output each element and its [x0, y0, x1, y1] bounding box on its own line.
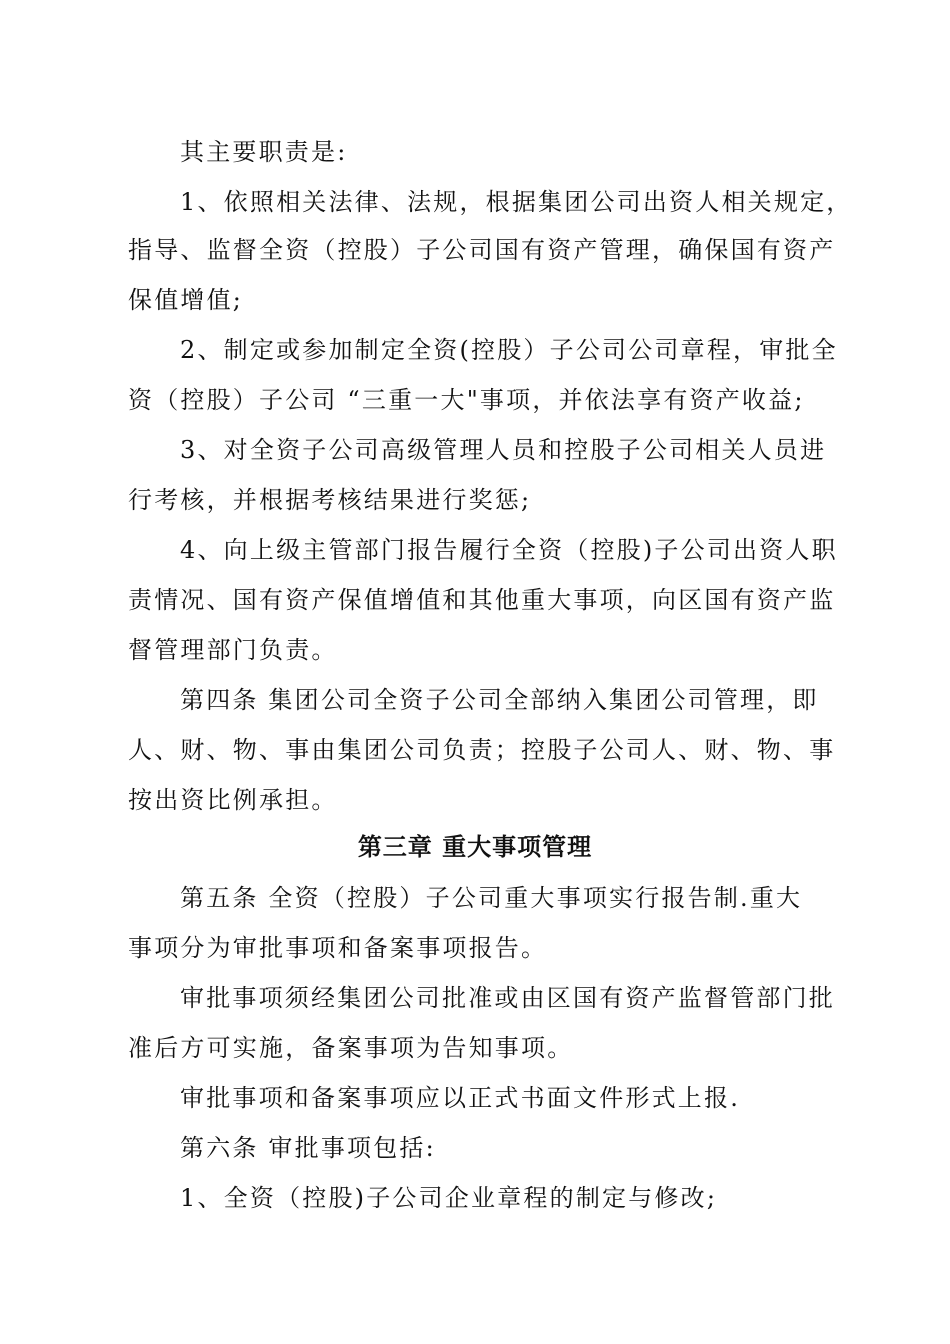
chapter-3-heading: 第三章 重大事项管理 [357, 833, 593, 861]
article-6-item-1: 1、全资（控股)子公司企业章程的制定与修改; [180, 1184, 718, 1212]
duty-4-line-1: 4、向上级主管部门报告履行全资（控股)子公司出资人职 [180, 536, 838, 564]
duty-3-line-2: 行考核，并根据考核结果进行奖惩; [128, 486, 532, 514]
duty-1-line-3: 保值增值; [128, 286, 244, 314]
article-5-line-2: 事项分为审批事项和备案事项报告。 [128, 934, 548, 962]
duty-4-line-2: 责情况、国有资产保值增值和其他重大事项，向区国有资产监 [128, 586, 836, 614]
duty-1-line-1: 1、依照相关法律、法规，根据集团公司出资人相关规定， [180, 188, 853, 216]
article-5-line-1: 第五条 全资（控股）子公司重大事项实行报告制.重大 [180, 884, 803, 912]
duties-intro: 其主要职责是: [180, 138, 348, 166]
approval-line-2: 准后方可实施，备案事项为告知事项。 [128, 1034, 574, 1062]
article-6-heading: 第六条 审批事项包括: [180, 1134, 436, 1162]
duty-2-line-2: 资（控股）子公司 “三重一大"事项，并依法享有资产收益; [128, 386, 805, 414]
article-4-line-3: 按出资比例承担。 [128, 786, 338, 814]
duty-4-line-3: 督管理部门负责。 [128, 636, 338, 664]
submission-rule: 审批事项和备案事项应以正式书面文件形式上报. [180, 1084, 741, 1112]
article-4-line-1: 第四条 集团公司全资子公司全部纳入集团公司管理，即 [180, 686, 819, 714]
article-4-line-2: 人、财、物、事由集团公司负责；控股子公司人、财、物、事 [128, 736, 836, 764]
duty-1-line-2: 指导、监督全资（控股）子公司国有资产管理，确保国有资产 [128, 236, 836, 264]
approval-line-1: 审批事项须经集团公司批准或由区国有资产监督管部门批 [180, 984, 835, 1012]
duty-3-line-1: 3、对全资子公司高级管理人员和控股子公司相关人员进 [180, 436, 827, 464]
duty-2-line-1: 2、制定或参加制定全资(控股）子公司公司章程，审批全 [180, 336, 838, 364]
